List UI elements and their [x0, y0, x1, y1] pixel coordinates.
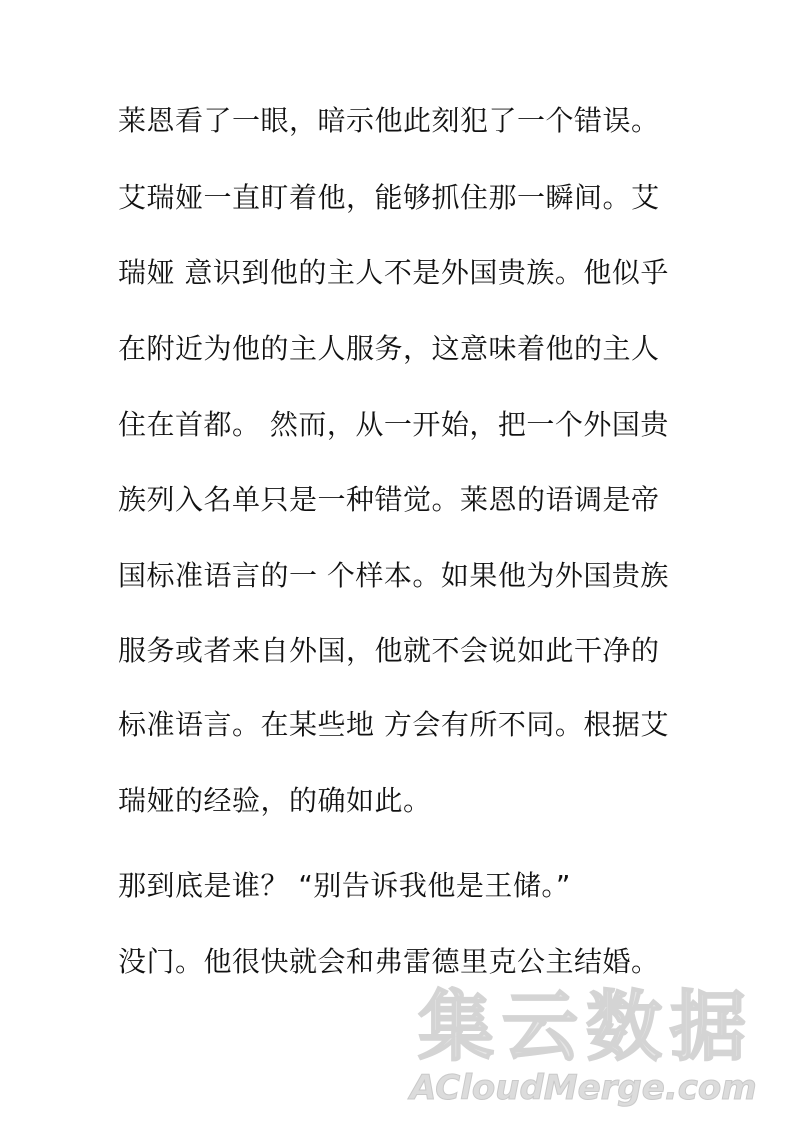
text-line: 瑞娅 意识到他的主人不是外国贵族。他似乎: [118, 256, 669, 289]
watermark-logo: [410, 982, 780, 1110]
text-line: 艾瑞娅一直盯着他，能够抓住那一瞬间。艾: [118, 181, 660, 214]
text-line: 那到底是谁？ “别告诉我他是王储。”: [118, 869, 571, 902]
text-line: 族列入名单只是一种错觉。莱恩的语调是帝: [118, 483, 660, 516]
text-line: 服务或者来自外国，他就不会说如此干净的: [118, 634, 660, 667]
text-line: 莱恩看了一眼，暗示他此刻犯了一个错误。: [118, 104, 660, 137]
text-line: 没门。他很快就会和弗雷德里克公主结婚。: [118, 945, 660, 978]
text-line: 标准语言。在某些地 方会有所不同。根据艾: [118, 708, 669, 741]
watermark-subtitle: ACloudMerge.com: [410, 1068, 757, 1108]
text-line: 在附近为他的主人服务，这意味着他的主人: [118, 332, 660, 365]
text-line: 瑞娅的经验，的确如此。: [118, 784, 432, 817]
text-line: 住在首都。 然而，从一开始，把一个外国贵: [118, 408, 669, 441]
watermark-title: 集云数据: [418, 982, 754, 1071]
text-line: 国标准语言的一 个样本。如果他为外国贵族: [118, 559, 669, 592]
